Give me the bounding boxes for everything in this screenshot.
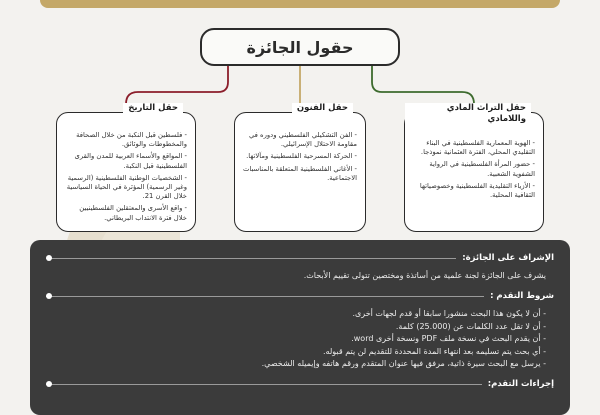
- condition-item: - أي بحث يتم تسليمه بعد انتهاء المدة المحددة للتقديم لن يتم قبوله.: [323, 346, 546, 356]
- section-label: الإشراف على الجائزة:: [456, 250, 554, 266]
- divider: [46, 296, 554, 297]
- field-heading: حقل التاريخ: [123, 103, 183, 114]
- condition-item: - أن لا تقل عدد الكلمات عن (25.000) كلمة.: [395, 321, 546, 331]
- condition-item: - أن لا يكون هذا البحث منشورا سابقا أو قدم لجهات أخرى.: [352, 309, 546, 319]
- field-item: - الشخصيات الوطنية الفلسطينية (الرسمية وغير الرسمية) المؤثرة في الحياة السياسية خلال القرن 21.: [66, 173, 187, 201]
- section-header-supervision: [46, 250, 554, 266]
- field-item: - حضور المرأة الفلسطينية في الرواية الشفوية الشعبية.: [429, 160, 535, 178]
- field-item: - فلسطين قبل النكبة من خلال الصحافة والمخطوطات والوثائق.: [76, 131, 187, 149]
- divider: [46, 384, 554, 385]
- field-card-history: [56, 103, 196, 232]
- field-item: - الهوية المعمارية الفلسطينية في البناء التقليدي المحلي، الفترة العثمانية نموذجا.: [420, 139, 535, 157]
- field-heading: حقل التراث المادي واللامادي: [405, 103, 531, 125]
- field-item: - المواقع والأسماء العربية للمدن والقرى الفلسطينية قبل النكبة.: [74, 152, 187, 170]
- field-heading: حقل الفنون: [292, 103, 353, 114]
- field-item: - الأغاني الفلسطينية المتعلقة بالمناسبات الاجتماعية.: [243, 164, 357, 182]
- section-label: شروط التقدم :: [484, 288, 554, 304]
- section-header-conditions: [46, 288, 554, 304]
- section-text: يشرف على الجائزة لجنة علمية من أساتذة ومختصين تتولى تقييم الأبحاث.: [303, 271, 546, 280]
- field-items: [413, 139, 535, 200]
- condition-item: - أن يقدم البحث في نسخة ملف PDF ونسخة أخرى word.: [351, 334, 546, 344]
- section-label: إجراءات التقدم:: [482, 376, 554, 392]
- field-card-heritage: [404, 103, 544, 232]
- condition-item: - يرسل مع البحث سيرة ذاتية، مرفق فيها عنوان المتقدم ورقم هاتفه وإيميله الشخصي.: [261, 359, 546, 369]
- field-item: - الفن التشكيلي الفلسطيني ودوره في مقاومة الاحتلال الإسرائيلي.: [248, 131, 357, 149]
- bullet-dot-icon: [46, 255, 52, 261]
- field-item: - الحركة المسرحية الفلسطينية ومآلاتها.: [246, 152, 357, 161]
- bullet-dot-icon: [46, 381, 52, 387]
- section-header-procedures: [46, 376, 554, 392]
- field-item: - واقع الأسرى والمعتقلين الفلسطينيين خلال فترة الانتداب البريطاني.: [79, 204, 187, 222]
- field-items: [65, 131, 187, 223]
- field-items: [243, 131, 357, 183]
- field-card-arts: [234, 103, 366, 232]
- details-panel: [30, 240, 570, 415]
- page-title: حقول الجائزة: [200, 28, 400, 66]
- bullet-dot-icon: [46, 293, 52, 299]
- section-body-conditions: [46, 308, 554, 370]
- field-item: - الأزياء التقليدية الفلسطينية وخصوصياتها الثقافية المحلية.: [419, 181, 535, 200]
- section-body-supervision: [46, 270, 554, 282]
